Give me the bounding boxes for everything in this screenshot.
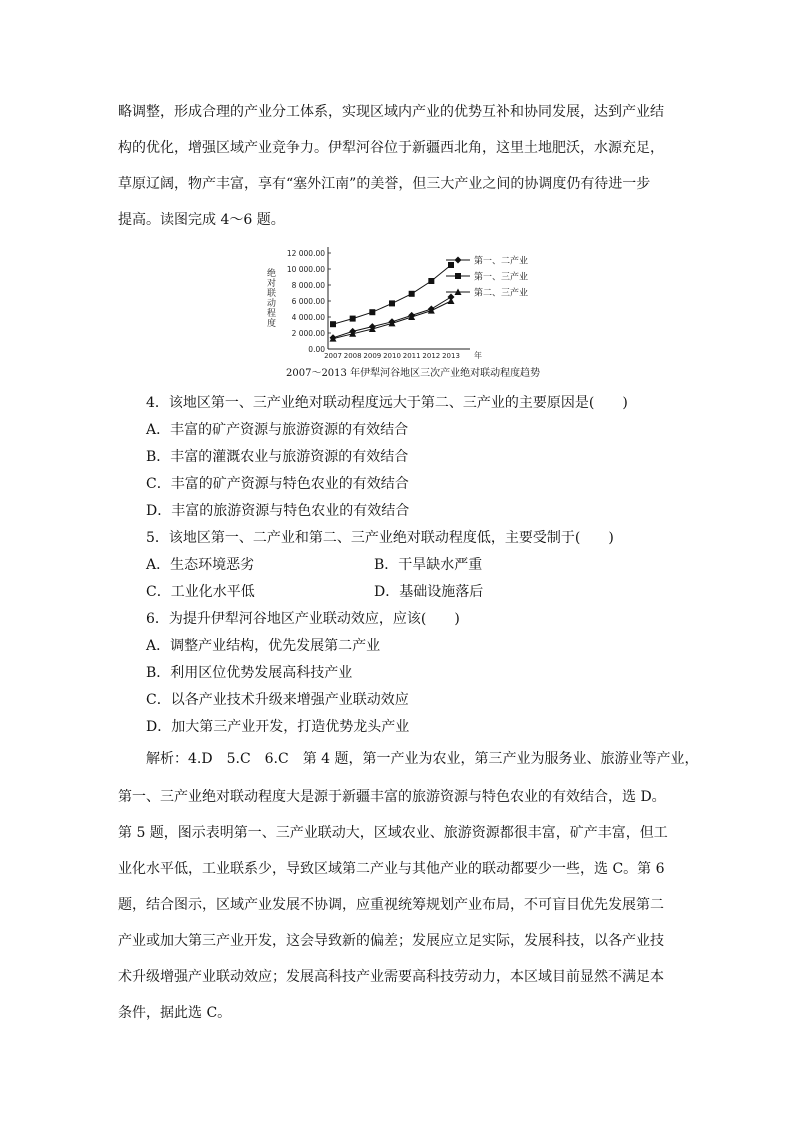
y-tick-label: 8 000.00	[291, 281, 325, 290]
option: A．丰富的矿产资源与旅游资源的有效结合	[146, 422, 409, 438]
y-tick-label: 0.00	[308, 345, 325, 354]
analysis-line: 第 5 题，图示表明第一、三产业联动大，区域农业、旅游资源都很丰富，矿产丰富，但工	[118, 825, 668, 841]
x-tick-label: 2013	[442, 352, 460, 360]
chart-svg	[258, 240, 578, 364]
series-line	[333, 265, 451, 324]
data-point-square	[455, 273, 461, 279]
analysis-line: 业化水平低，工业联系少，导致区域第二产业与其他产业的联动都要少一些，选 C。第 6	[118, 861, 665, 877]
data-point-square	[409, 291, 415, 297]
analysis-line: 第一、三产业绝对联动程度大是源于新疆丰富的旅游资源与特色农业的有效结合，选 D。	[118, 789, 666, 805]
option: D．加大第三产业开发，打造优势龙头产业	[146, 719, 410, 735]
question-stem: 5．该地区第一、二产业和第二、三产业绝对联动程度低，主要受制于( )	[146, 530, 614, 546]
legend-label: 第一、三产业	[474, 272, 529, 283]
option: A．调整产业结构，优先发展第二产业	[146, 638, 381, 654]
analysis-line: 产业或加大第三产业开发，这会导致新的偏差；发展应立足实际，发展科技，以各产业技	[118, 933, 664, 949]
data-point-square	[369, 309, 375, 315]
legend-label: 第二、三产业	[474, 288, 529, 299]
option: B．丰富的灌溉农业与旅游资源的有效结合	[146, 449, 409, 465]
y-tick-label: 6 000.00	[291, 297, 325, 306]
y-tick-label: 12 000.00	[286, 249, 325, 258]
intro-line: 略调整，形成合理的产业分工体系，实现区域内产业的优势互补和协同发展，达到产业结	[118, 104, 664, 120]
intro-line: 提高。读图完成 4～6 题。	[118, 212, 285, 228]
analysis-line: 术升级增强产业联动效应；发展高科技产业需要高科技劳动力，本区域目前显然不满足本	[118, 969, 664, 985]
intro-line: 草原辽阔，物产丰富，享有“塞外江南”的美誉，但三大产业之间的协调度仍有待进一步	[118, 176, 651, 192]
chart-xlabel: 年	[474, 351, 482, 360]
chart-ylabel: 绝对联动程度	[265, 268, 275, 328]
legend-label: 第一、二产业	[474, 256, 529, 267]
option: C．以各产业技术升级来增强产业联动效应	[146, 692, 409, 708]
x-tick-label: 2010	[383, 352, 401, 360]
analysis-line: 条件，据此选 C。	[118, 1005, 232, 1021]
question-stem: 4．该地区第一、三产业绝对联动程度远大于第二、三产业的主要原因是( )	[146, 395, 628, 411]
option: B．干旱缺水严重	[374, 557, 483, 573]
x-tick-label: 2012	[422, 352, 441, 360]
option: D．基础设施落后	[374, 584, 484, 600]
data-point-square	[350, 316, 356, 322]
x-tick-label: 2009	[363, 352, 382, 360]
analysis-line: 题，结合图示，区域产业发展不协调，应重视统筹规划产业布局，不可盲目优先发展第二	[118, 897, 664, 913]
x-tick-label: 2008	[343, 352, 362, 360]
x-tick-label: 2011	[402, 352, 421, 360]
option: C．丰富的矿产资源与特色农业的有效结合	[146, 476, 409, 492]
option: B．利用区位优势发展高科技产业	[146, 665, 353, 681]
y-tick-label: 2 000.00	[291, 329, 325, 338]
linkage-chart	[258, 240, 578, 380]
option: A．生态环境恶劣	[146, 557, 255, 573]
y-tick-label: 4 000.00	[291, 313, 325, 322]
data-point-square	[389, 300, 395, 306]
x-tick-label: 2007	[324, 352, 342, 360]
option: C．工业化水平低	[146, 584, 255, 600]
y-tick-label: 10 000.00	[286, 265, 325, 274]
question-stem: 6．为提升伊犁河谷地区产业联动效应，应该( )	[146, 611, 460, 627]
data-point-diamond	[455, 257, 462, 264]
data-point-square	[428, 278, 434, 284]
analysis-line: 解析：4.D 5.C 6.C 第 4 题，第一产业为农业，第三产业为服务业、旅游业等产业，	[146, 751, 699, 767]
intro-line: 构的优化，增强区域产业竞争力。伊犁河谷位于新疆西北角，这里土地肥沃，水源充足，	[118, 140, 664, 156]
chart-caption: 2007～2013 年伊犁河谷地区三次产业绝对联动程度趋势	[286, 368, 541, 379]
data-point-square	[330, 321, 336, 327]
option: D．丰富的旅游资源与特色农业的有效结合	[146, 503, 410, 519]
data-point-square	[448, 262, 454, 268]
